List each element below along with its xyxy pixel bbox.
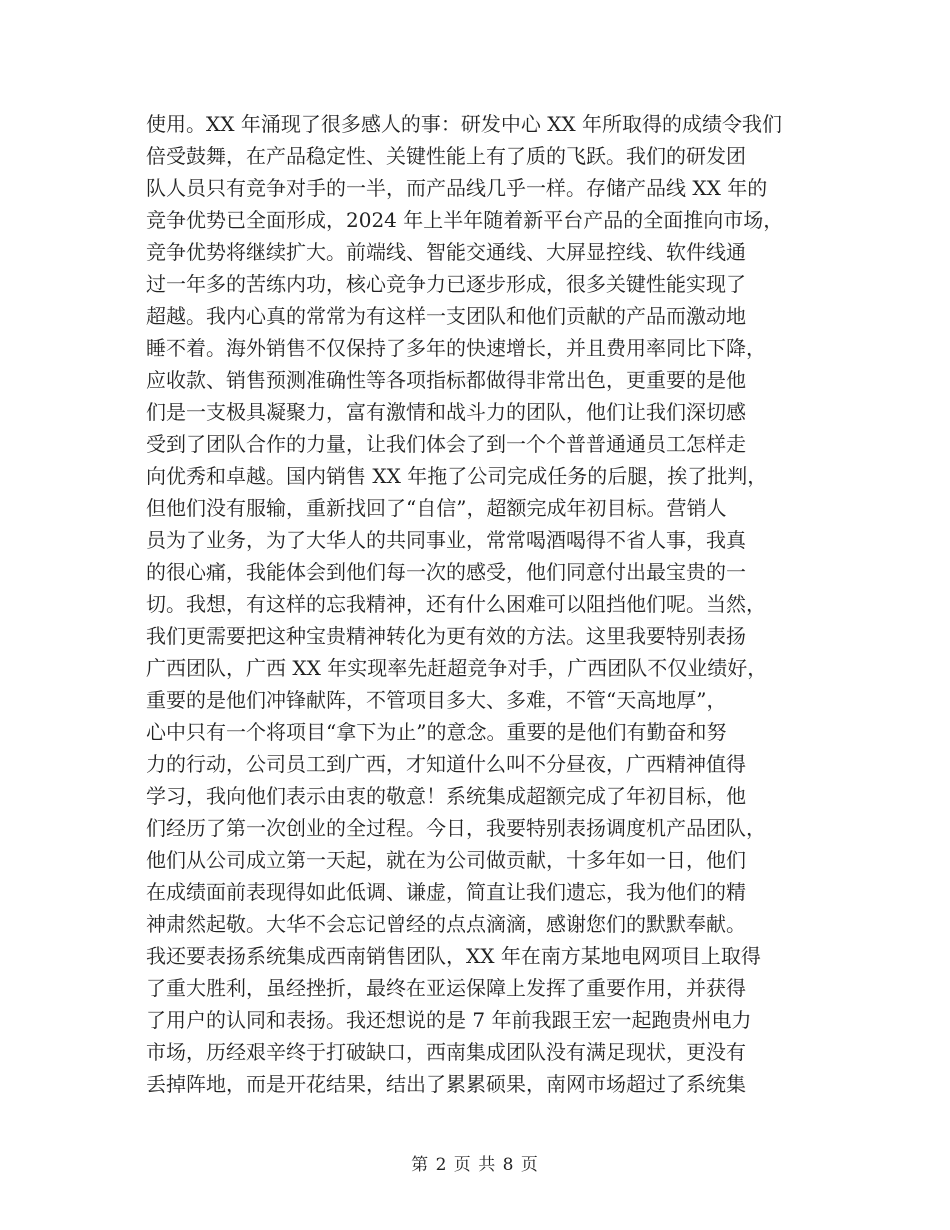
text-line: 睡不着。海外销售不仅保持了多年的快速增长，并且费用率同比下降， — [146, 336, 766, 360]
text-line: 员为了业务，为了大华人的共同事业，常常喝酒喝得不省人事，我真 — [146, 528, 746, 552]
body-text — [146, 108, 826, 1100]
text-line: 过一年多的苦练内功，核心竞争力已逐步形成，很多关键性能实现了 — [146, 272, 746, 296]
text-line: 受到了团队合作的力量，让我们体会了到一个个普普通通员工怎样走 — [146, 432, 746, 456]
text-line: 使用。XX 年涌现了很多感人的事：研发中心 XX 年所取得的成绩令我们 — [146, 112, 783, 136]
text-line: 了用户的认同和表扬。我还想说的是 7 年前我跟王宏一起跑贵州电力 — [146, 1008, 752, 1032]
text-line: 广西团队，广西 XX 年实现率先赶超竞争对手，广西团队不仅业绩好， — [146, 656, 768, 680]
text-line: 重要的是他们冲锋献阵，不管项目多大、多难，不管“天高地厚”， — [146, 688, 727, 712]
text-line: 的很心痛，我能体会到他们每一次的感受，他们同意付出最宝贵的一 — [146, 560, 746, 584]
text-line: 在成绩面前表现得如此低调、谦虚，简直让我们遗忘，我为他们的精 — [146, 880, 746, 904]
text-line: 竞争优势已全面形成，2024 年上半年随着新平台产品的全面推向市场， — [146, 208, 784, 232]
text-line: 心中只有一个将项目“拿下为止”的意念。重要的是他们有勤奋和努 — [146, 720, 727, 744]
text-line: 们经历了第一次创业的全过程。今日，我要特别表扬调度机产品团队， — [146, 816, 766, 840]
text-line: 倍受鼓舞，在产品稳定性、关键性能上有了质的飞跃。我们的研发团 — [146, 144, 746, 168]
page-footer: 第 2 页 共 8 页 — [411, 1155, 539, 1175]
text-line: 我还要表扬系统集成西南销售团队，XX 年在南方某地电网项目上取得 — [146, 944, 761, 968]
text-line: 向优秀和卓越。国内销售 XX 年拖了公司完成任务的后腿，挨了批判， — [146, 464, 768, 488]
text-line: 了重大胜利，虽经挫折，最终在亚运保障上发挥了重要作用，并获得 — [146, 976, 746, 1000]
text-line: 我们更需要把这种宝贵精神转化为更有效的方法。这里我要特别表扬 — [146, 624, 746, 648]
text-line: 丢掉阵地，而是开花结果，结出了累累硕果，南网市场超过了系统集 — [146, 1072, 746, 1096]
text-line: 但他们没有服输，重新找回了“自信”，超额完成年初目标。营销人 — [146, 496, 727, 520]
text-line: 队人员只有竞争对手的一半，而产品线几乎一样。存储产品线 XX 年的 — [146, 176, 768, 200]
text-line: 切。我想，有这样的忘我精神，还有什么困难可以阻挡他们呢。当然， — [146, 592, 766, 616]
text-line: 力的行动，公司员工到广西，才知道什么叫不分昼夜，广西精神值得 — [146, 752, 746, 776]
text-line: 市场，历经艰辛终于打破缺口，西南集成团队没有满足现状，更没有 — [146, 1040, 746, 1064]
text-line: 超越。我内心真的常常为有这样一支团队和他们贡献的产品而激动地 — [146, 304, 746, 328]
text-line: 们是一支极具凝聚力，富有激情和战斗力的团队，他们让我们深切感 — [146, 400, 746, 424]
text-line: 他们从公司成立第一天起，就在为公司做贡献，十多年如一日，他们 — [146, 848, 746, 872]
text-line: 学习，我向他们表示由衷的敬意！系统集成超额完成了年初目标，他 — [146, 784, 746, 808]
text-line: 应收款、销售预测准确性等各项指标都做得非常出色，更重要的是他 — [146, 368, 746, 392]
text-line: 竞争优势将继续扩大。前端线、智能交通线、大屏显控线、软件线通 — [146, 240, 746, 264]
text-line: 神肃然起敬。大华不会忘记曾经的点点滴滴，感谢您们的默默奉献。 — [146, 912, 746, 936]
